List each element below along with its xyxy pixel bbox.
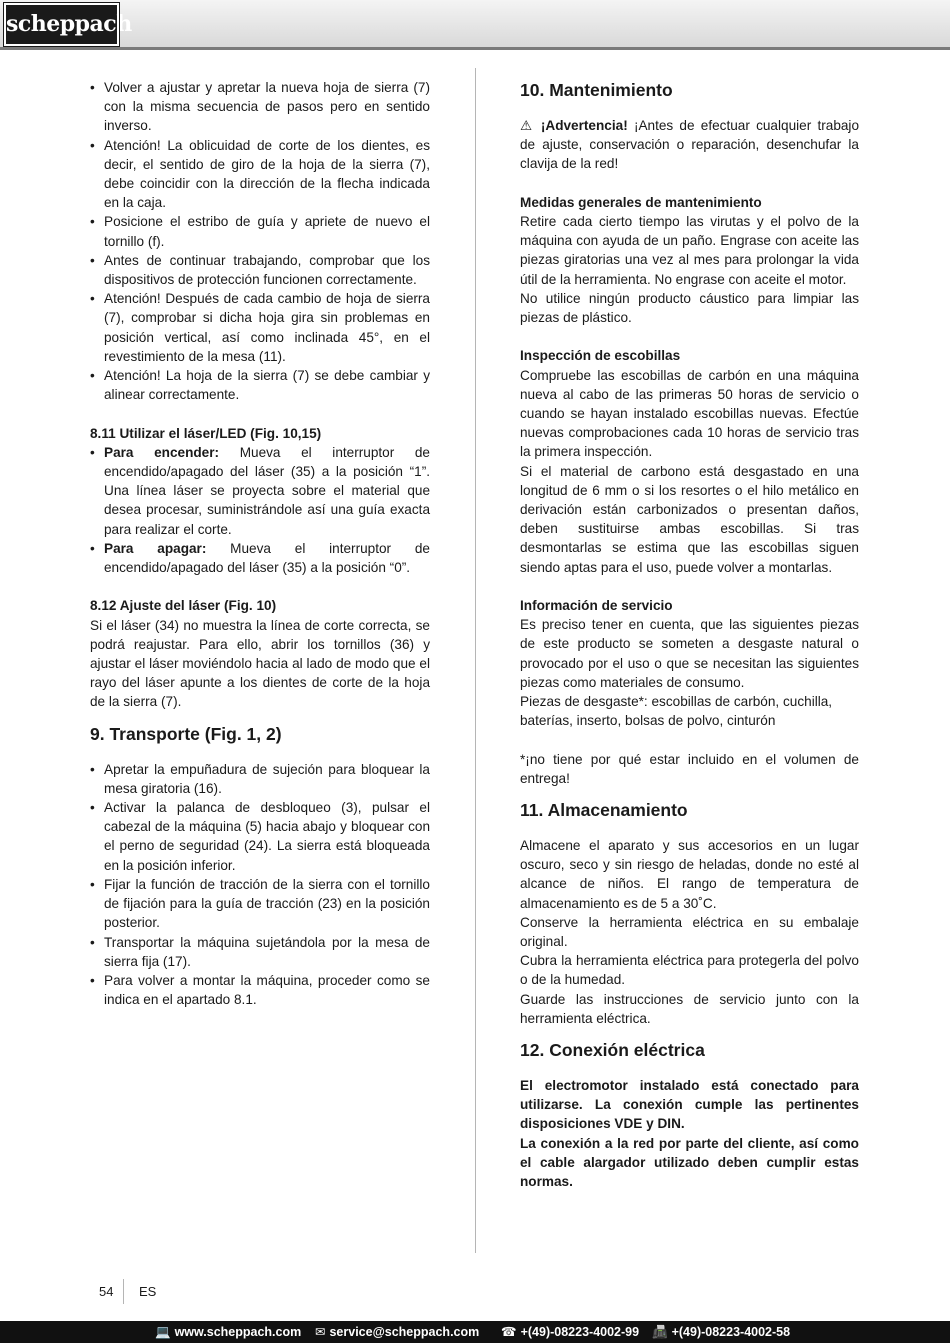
storage-text: Guarde las instrucciones de servicio junto con la herramienta eléctrica.	[520, 991, 859, 1026]
list-item	[90, 539, 430, 577]
list-item: • Atención! La oblicuidad de corte de los dientes, es decir, el sentido de giro de la hoja de la sierra (7), debe coincidir con la dirección de la flecha indicada en la caja.	[90, 136, 430, 213]
fax-text: +(49)-08223-4002-58	[671, 1325, 791, 1339]
intro-bullet-list	[90, 78, 430, 404]
warning-text: ¡Antes de efectuar cualquier trabajo de ajuste, conservación o reparación, desenchufar la clavija de la red!	[520, 118, 860, 172]
email-text: service@scheppach.com	[329, 1325, 480, 1339]
header-bar	[0, 0, 950, 50]
wear-parts-text: Piezas de desgaste*: escobillas de carbón, cuchilla, baterías, inserto, bolsas de polvo, cinturón	[520, 694, 833, 729]
contact-bar	[0, 1321, 950, 1343]
service-info-text: Es preciso tener en cuenta, que las siguientes piezas de este producto se someten a desgaste natural o provocado por el uso o que se necesitan las siguientes piezas como materiales de consumo.	[520, 617, 859, 690]
storage-text: Almacene el aparato y sus accesorios en un lugar oscuro, seco y sin riesgo de heladas, donde no esté al alcance de niños. El rango de temperatura de almacenamiento es de 5 a 30˚C.	[520, 838, 859, 911]
general-maintenance-text: Retire cada cierto tiempo las virutas y el polvo de la máquina con ayuda de un paño. Engrase con aceite las piezas giratorias una vez al mes para prolongar la vida útil de la herramienta. No engrase con aceite el motor.	[520, 214, 859, 287]
list-item: • Atención! Después de cada cambio de hoja de sierra (7), comprobar si dicha hoja gira sin problemas en posición vertical, así como inclinada 45°, en el revestimiento de la mesa (11).	[90, 289, 430, 366]
website-text: www.scheppach.com	[174, 1325, 302, 1339]
warning-label: ¡Advertencia!	[540, 118, 628, 133]
storage-text: Conserve la herramienta eléctrica en su embalaje original.	[520, 914, 859, 950]
list-item: • Volver a ajustar y apretar la nueva hoja de sierra (7) con la misma secuencia de pasos pero en sentido inverso.	[90, 78, 430, 136]
electric-text: La conexión a la red por parte del cliente, así como el cable alargador utilizado deben cumplir estas normas.	[520, 1135, 859, 1190]
email-link[interactable]	[315, 1321, 479, 1343]
footer-separator	[123, 1279, 124, 1304]
section-12-heading: 12. Conexión eléctrica	[520, 1040, 705, 1061]
computer-icon: 💻	[155, 1325, 171, 1339]
column-divider	[475, 68, 476, 1253]
list-item: • Para volver a montar la máquina, proceder como se indica en el apartado 8.1.	[90, 971, 430, 1009]
phone-icon: ☎	[501, 1325, 517, 1339]
list-item: • Posicione el estribo de guía y apriete de nuevo el tornillo (f).	[90, 212, 430, 250]
brushes-title: Inspección de escobillas	[520, 348, 681, 364]
fax-number	[652, 1321, 790, 1343]
electric-text: El electromotor instalado está conectado para utilizarse. La conexión cumple las pertinentes disposiciones VDE y DIN.	[520, 1078, 859, 1132]
list-item: • Antes de continuar trabajando, comprobar que los dispositivos de protección funcionen correctamente.	[90, 251, 430, 289]
list-item: • Activar la palanca de desbloqueo (3), pulsar el cabezal de la máquina (5) hacia abajo y bloquear con el perno de seguridad (24). La sierra está bloqueada en la posición inferior.	[90, 798, 430, 875]
switch-off-label: Para apagar:	[104, 540, 207, 556]
website-link[interactable]	[155, 1321, 301, 1343]
laser-switch-list	[90, 443, 430, 577]
service-note: *¡no tiene por qué estar incluido en el volumen de entrega!	[520, 751, 859, 786]
right-column	[520, 78, 859, 1191]
section-8-11-title: 8.11 Utilizar el láser/LED (Fig. 10,15)	[90, 425, 322, 441]
switch-off-text: Mueva el interruptor de encendido/apagado del láser (35) a la posición “0”.	[104, 540, 430, 576]
list-item: • Transportar la máquina sujetándola por la mesa de sierra fija (17).	[90, 933, 430, 971]
section-9-heading: 9. Transporte (Fig. 1, 2)	[90, 723, 282, 744]
section-11-heading: 11. Almacenamiento	[520, 800, 688, 821]
phone-text: +(49)-08223-4002-99	[520, 1325, 640, 1339]
brushes-text: Compruebe las escobillas de carbón en una máquina nueva al cabo de las primeras 50 horas de servicio o cuando se hayan instalado escobillas nuevas. Efectúe nuevas comprobaciones cada 10 horas de servicio tras la primera inspección.	[520, 367, 859, 460]
left-column	[90, 78, 430, 1009]
list-item: • Apretar la empuñadura de sujeción para bloquear la mesa giratoria (16).	[90, 760, 430, 798]
scheppach-logo: scheppach	[4, 3, 119, 46]
section-8-12-title: 8.12 Ajuste del láser (Fig. 10)	[90, 598, 277, 614]
list-item	[90, 443, 430, 539]
switch-on-label: Para encender:	[104, 444, 220, 460]
switch-on-text: Mueva el interruptor de encendido/apagado del láser (35) a la posición “1”. Una línea láser se proyecta sobre el material que desea procesar, suministrándole así una guía exacta para realizar el corte.	[104, 444, 430, 537]
mail-icon: ✉	[315, 1325, 326, 1339]
section-8-12-text: Si el láser (34) no muestra la línea de corte correcta, se podrá reajustar. Para ello, abrir los tornillos (36) y ajustar el láser moviéndolo hacia al lado de modo que el rayo del láser apunte a los dientes de corte de la hoja de la sierra (7).	[90, 617, 430, 710]
transport-bullet-list	[90, 760, 430, 1010]
storage-text: Cubra la herramienta eléctrica para protegerla del polvo o de la humedad.	[520, 953, 859, 988]
list-item: • Fijar la función de tracción de la sierra con el tornillo de fijación para la guía de tracción (23) en la posición posterior.	[90, 875, 430, 933]
language-code: ES	[139, 1284, 157, 1299]
fax-icon: 📠	[652, 1325, 668, 1339]
section-10-heading: 10. Mantenimiento	[520, 80, 673, 100]
list-item: • Atención! La hoja de la sierra (7) se debe cambiar y alinear correctamente.	[90, 366, 430, 404]
phone-number	[501, 1321, 639, 1343]
warning-icon: ⚠	[520, 118, 535, 133]
brushes-text: Si el material de carbono está desgastado en una longitud de 6 mm o si los resortes o el hilo metálico en derivación están carbonizados o presentan daños, deben sustituirse ambas escobillas. Si tras desmontarlas se estima que las escobillas siguen siendo aptas para el uso, puede volver a montarlas.	[520, 463, 859, 575]
general-maintenance-text: No utilice ningún producto cáustico para limpiar las piezas de plástico.	[520, 290, 859, 326]
warning-paragraph	[520, 116, 859, 174]
service-info-title: Información de servicio	[520, 598, 673, 614]
page-number: 54	[99, 1284, 114, 1299]
general-maintenance-title: Medidas generales de mantenimiento	[520, 194, 762, 210]
